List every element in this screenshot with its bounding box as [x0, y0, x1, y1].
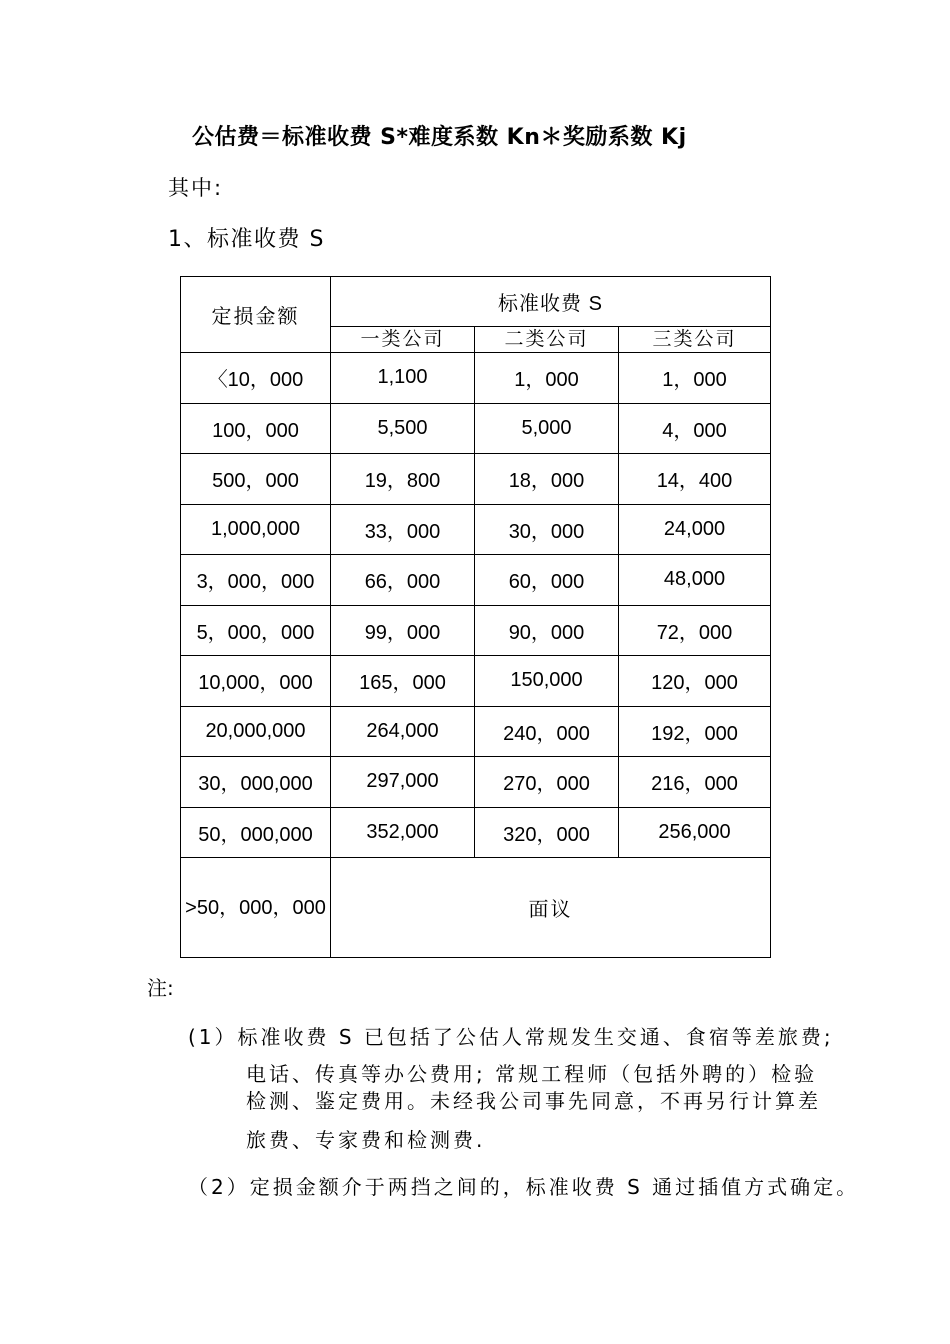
cell-class3: 120，000 [619, 656, 771, 707]
cell-class1: 165，000 [331, 656, 475, 707]
cell-amount: 〈10，000 [181, 353, 331, 404]
cell-amount: 20,000,000 [181, 706, 331, 757]
cell-amount-over: >50，000，000 [181, 858, 331, 958]
cell-class2: 320，000 [475, 807, 619, 858]
header-class1: 一类公司 [331, 327, 475, 353]
intro-label: 其中: [168, 176, 224, 200]
cell-amount: 500，000 [181, 454, 331, 505]
table-row [181, 555, 771, 606]
cell-amount: 100，000 [181, 403, 331, 454]
cell-class1: 264,000 [331, 706, 475, 757]
header-standard-fee: 标准收费 S [331, 277, 771, 327]
table-row [181, 706, 771, 757]
table-row [181, 605, 771, 656]
note-label: 注: [147, 976, 174, 1000]
cell-class3: 72，000 [619, 605, 771, 656]
cell-class3: 4，000 [619, 403, 771, 454]
table-row [181, 757, 771, 808]
note-1-line-2: 电话、传真等办公费用; 常规工程师（包括外聘的）检验 [246, 1062, 818, 1086]
cell-class2: 30，000 [475, 504, 619, 555]
header-amount: 定损金额 [181, 277, 331, 353]
table-row [181, 454, 771, 505]
header-class3: 三类公司 [619, 327, 771, 353]
cell-amount: 3，000，000 [181, 555, 331, 606]
standard-fee-table [180, 276, 771, 958]
cell-amount: 30，000,000 [181, 757, 331, 808]
cell-class1: 297,000 [331, 757, 475, 808]
cell-class1: 352,000 [331, 807, 475, 858]
cell-class1: 66，000 [331, 555, 475, 606]
cell-class2: 18，000 [475, 454, 619, 505]
cell-class2: 1，000 [475, 353, 619, 404]
note-1-line-1: (1）标准收费 S 已包括了公估人常规发生交通、食宿等差旅费; [188, 1025, 834, 1049]
cell-class2: 150,000 [475, 656, 619, 707]
table-row [181, 504, 771, 555]
table-row [181, 656, 771, 707]
cell-class3: 48,000 [619, 555, 771, 606]
cell-class2: 270，000 [475, 757, 619, 808]
cell-class2: 90，000 [475, 605, 619, 656]
cell-class3: 14，400 [619, 454, 771, 505]
note-2: （2）定损金额介于两挡之间的，标准收费 S 通过插值方式确定。 [188, 1175, 860, 1199]
note-1-line-4: 旅费、专家费和检测费. [246, 1128, 486, 1152]
header-class2: 二类公司 [475, 327, 619, 353]
note-1-line-3: 检测、鉴定费用。未经我公司事先同意，不再另行计算差 [246, 1089, 821, 1113]
cell-class2: 5,000 [475, 403, 619, 454]
cell-amount: 5，000，000 [181, 605, 331, 656]
table-row [181, 353, 771, 404]
cell-class1: 1,100 [331, 353, 475, 404]
cell-amount: 1,000,000 [181, 504, 331, 555]
cell-class1: 19，800 [331, 454, 475, 505]
cell-class3: 24,000 [619, 504, 771, 555]
cell-negotiable: 面议 [331, 858, 771, 958]
table-row [181, 403, 771, 454]
cell-class2: 60，000 [475, 555, 619, 606]
cell-class2: 240，000 [475, 706, 619, 757]
fee-formula: 公估费＝标准收费 S*难度系数 Kn＊奖励系数 Kj [192, 125, 687, 150]
cell-class1: 33，000 [331, 504, 475, 555]
table-row [181, 807, 771, 858]
cell-class3: 1，000 [619, 353, 771, 404]
cell-class3: 216，000 [619, 757, 771, 808]
cell-class3: 256,000 [619, 807, 771, 858]
cell-class1: 5,500 [331, 403, 475, 454]
table-row [181, 858, 771, 958]
cell-class1: 99，000 [331, 605, 475, 656]
cell-amount: 10,000，000 [181, 656, 331, 707]
cell-class3: 192，000 [619, 706, 771, 757]
section-heading: 1、标准收费 S [168, 227, 325, 252]
cell-amount: 50，000,000 [181, 807, 331, 858]
